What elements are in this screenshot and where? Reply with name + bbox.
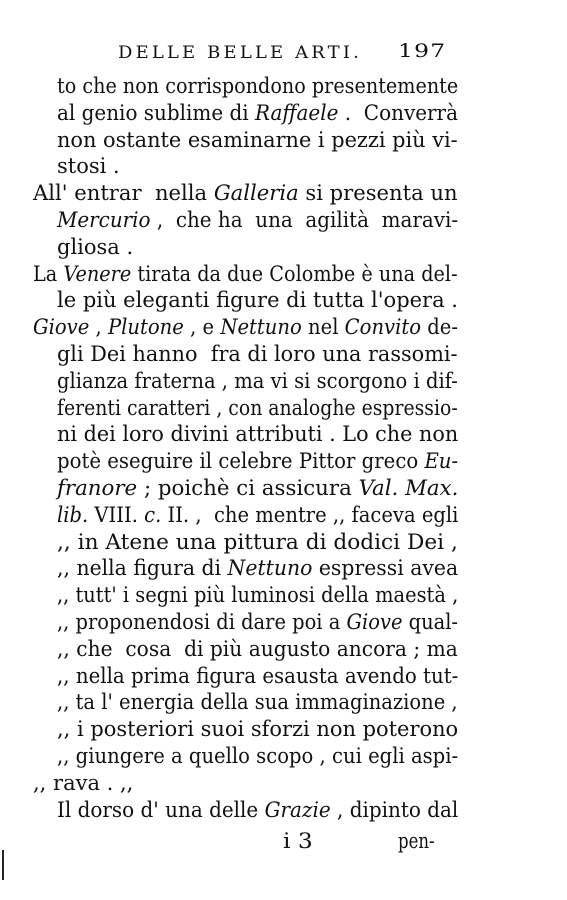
italic-text: Plutone — [107, 315, 184, 340]
italic-text: Convito — [344, 315, 422, 340]
page-number: 197 — [398, 40, 447, 62]
text-run: ,, nella figura di — [57, 556, 228, 581]
text-line — [57, 636, 458, 662]
text-run: ,, che cosa di più augusto ancora ; ma — [57, 636, 458, 661]
italic-text: Giove — [33, 315, 90, 340]
italic-text: lib. — [57, 502, 89, 527]
text-run: ; poichè ci assicura — [137, 476, 359, 500]
text-line — [33, 770, 133, 796]
text-line — [57, 207, 458, 233]
text-run: stosi . — [57, 154, 120, 179]
text-run: glianza fraterna , ma vi si scorgono i dif- — [57, 368, 458, 393]
text-run: Il dorso d' una delle — [57, 797, 265, 822]
text-run: . Converrà — [338, 100, 458, 125]
italic-text: franore — [57, 476, 138, 500]
italic-text: Raffaele — [255, 100, 339, 125]
italic-text: Galleria — [213, 181, 299, 206]
text-line — [57, 127, 458, 153]
text-line — [57, 582, 458, 608]
text-run: , che ha una agilità maravi- — [150, 208, 459, 232]
text-run: nel — [301, 315, 345, 340]
text-run: , dipinto dal — [330, 797, 459, 822]
text-line — [57, 368, 458, 394]
text-line — [57, 234, 133, 260]
italic-text: Val. Max. — [358, 476, 459, 500]
text-run: gliosa . — [57, 234, 134, 259]
text-line — [57, 421, 458, 447]
text-line — [57, 475, 458, 501]
text-run: gli Dei hanno fra di loro una rassomi- — [57, 342, 458, 366]
text-line — [57, 395, 458, 421]
text-run: tirata da due Colombe è una del- — [131, 261, 458, 286]
text-run: espressi avea — [312, 556, 459, 581]
text-run: ,, in Atene una pittura di dodici Dei , — [57, 529, 458, 554]
text-line — [57, 448, 458, 474]
italic-text: c. — [144, 502, 162, 527]
text-run: al genio sublime di — [57, 100, 256, 125]
text-line — [57, 609, 458, 635]
text-line — [57, 153, 120, 179]
text-run: ,, proponendosi di dare poi a — [57, 610, 347, 634]
text-line — [57, 502, 458, 528]
italic-text: Venere — [63, 261, 132, 286]
text-run: ,, rava . ,, — [33, 770, 134, 795]
text-run: ferenti caratteri , con analoghe espressio- — [57, 395, 458, 420]
italic-text: Nettuno — [227, 556, 313, 581]
text-run: La — [33, 261, 64, 286]
text-run: ,, nella prima figura esausta avendo tut- — [57, 663, 459, 688]
signature-mark: i 3 — [283, 829, 313, 853]
text-run: VIII. — [88, 502, 145, 527]
text-run: qual- — [402, 610, 459, 634]
text-run: ni dei loro divini attributi . Lo che non — [57, 422, 459, 447]
text-line — [57, 287, 458, 313]
italic-text: Mercurio — [57, 208, 151, 232]
text-run: le più eleganti figure di tutta l'opera . — [57, 288, 458, 313]
text-run: ,, ta l' energia della sua immaginazione , — [57, 690, 458, 715]
text-line — [33, 180, 458, 206]
text-line — [57, 743, 458, 769]
italic-text: Eu- — [424, 449, 459, 474]
text-run: ,, giungere a quello scopo , cui egli aspi- — [57, 744, 459, 768]
text-line — [57, 341, 458, 367]
text-line — [57, 555, 458, 581]
text-line — [57, 100, 458, 126]
text-line — [57, 73, 458, 99]
text-run: non ostante esaminarne i pezzi più vi- — [57, 127, 458, 152]
italic-text: Grazie — [264, 797, 331, 822]
text-line — [33, 314, 458, 340]
running-header: DELLE BELLE ARTI. — [118, 43, 362, 63]
text-run: , e — [183, 315, 221, 340]
text-run: All' entrar nella — [33, 181, 214, 206]
text-line — [57, 716, 458, 742]
text-run: , — [89, 315, 108, 340]
text-run: de- — [421, 315, 458, 340]
text-line — [57, 797, 458, 823]
text-line — [57, 689, 458, 715]
text-run: potè eseguire il celebre Pittor greco — [57, 449, 425, 474]
italic-text: Giove — [346, 610, 403, 634]
text-run: II. , che mentre ,, faceva egli — [161, 502, 459, 527]
italic-text: Nettuno — [220, 315, 302, 340]
text-run: to che non corrispondono presentemente — [57, 74, 459, 98]
text-run: ,, tutt' i segni più luminosi della maestà , — [57, 583, 459, 608]
text-run: ,, i posteriori suoi sforzi non poterono — [57, 717, 459, 742]
page-edge-shadow — [2, 850, 4, 880]
text-line — [57, 663, 458, 689]
catchword: pen- — [398, 829, 435, 853]
text-line — [57, 529, 458, 555]
text-run: si presenta un — [298, 181, 458, 206]
text-line — [33, 261, 458, 287]
